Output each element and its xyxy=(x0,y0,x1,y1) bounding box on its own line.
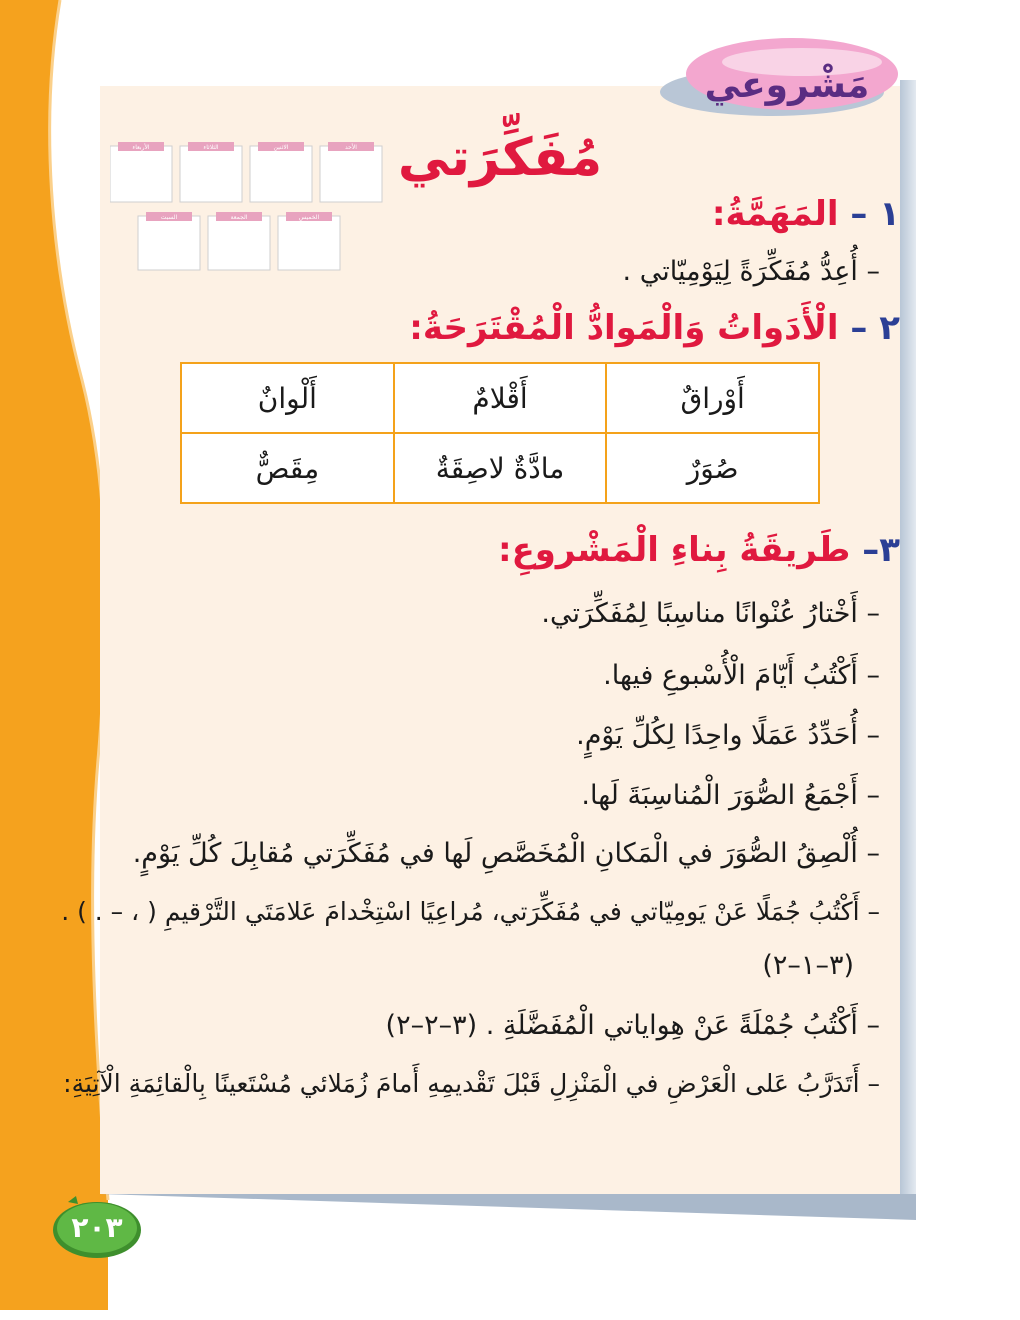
table-cell: أَقْلامٌ xyxy=(394,363,607,433)
outcome-code: (٣–١–٢) xyxy=(762,950,854,981)
section-method-number: ٣– xyxy=(862,530,900,570)
section-materials-number: ٢ – xyxy=(850,308,900,348)
note-label-6: الخميس xyxy=(298,214,320,221)
method-step: – أُلْصِقُ الصُّوَرَ في الْمَكانِ الْمُخَصَّصِ لَها في مُفَكِّرَتي مُقابِلَ كُلِّ يَوْمٍ. xyxy=(132,838,880,869)
method-step: – أَكْتُبُ جُمْلَةً عَنْ هِواياتي الْمُفَضَّلَةِ . (٣–٢–٢) xyxy=(385,1010,880,1041)
sticky-notes-illustration xyxy=(110,132,410,282)
sticky-note-icon xyxy=(208,212,270,270)
note-label-1: الثلاثاء xyxy=(203,144,219,151)
section-task-heading xyxy=(712,190,900,238)
note-label-2: الاثنين xyxy=(273,144,289,151)
table-cell: صُوَرٌ xyxy=(606,433,819,503)
note-label-5: الجمعة xyxy=(230,214,248,221)
table-cell: مادَّةٌ لاصِقَةٌ xyxy=(394,433,607,503)
note-label-4: السبت xyxy=(160,214,178,221)
method-step: – أُحَدِّدُ عَمَلًا واحِدًا لِكُلِّ يَوْمٍ. xyxy=(576,720,880,751)
section-method-heading xyxy=(498,526,900,574)
method-step: – أَخْتارُ عُنْوانًا مناسِبًا لِمُفَكِّرَتي. xyxy=(541,598,880,629)
note-label-0: الأربعاء xyxy=(132,144,150,151)
sticky-note-icon xyxy=(110,142,172,202)
note-label-3: الأحد xyxy=(345,144,357,151)
sticky-note-icon xyxy=(278,212,340,270)
page-title: مُفَكِّرَتي xyxy=(397,128,603,188)
table-cell: مِقَصٌّ xyxy=(181,433,394,503)
method-step: – أَكْتُبُ أَيّامَ الْأُسْبوعِ فيها. xyxy=(603,660,880,691)
table-row xyxy=(181,433,819,503)
method-step: – أَجْمَعُ الصُّوَرَ الْمُناسِبَةَ لَها. xyxy=(581,780,880,811)
panel-shadow-bottom xyxy=(100,1194,916,1220)
method-step: – أَكْتُبُ جُمَلًا عَنْ يَومِيّاتي في مُفَكِّرَتي، مُراعِيًا اسْتِخْدامَ عَلامَتَي التَّرْقيمِ ( ، – . ) . xyxy=(61,897,880,926)
table-cell: أَلْوانٌ xyxy=(181,363,394,433)
section-materials-heading xyxy=(409,304,900,352)
sticky-note-icon xyxy=(138,212,200,270)
section-task-title: المَهَمَّةُ: xyxy=(711,194,839,234)
task-line: – أُعِدُّ مُفَكِّرَةً لِيَوْمِيّاتي . xyxy=(622,256,880,287)
table-cell: أَوْراقٌ xyxy=(606,363,819,433)
sticky-note-icon xyxy=(180,142,242,202)
method-step: – أَتَدَرَّبُ عَلى الْعَرْضِ في الْمَنْزِلِ قَبْلَ تَقْديمِهِ أَمامَ زُمَلائي مُسْتَعينًا بِالْقائِمَةِ الْآتِيَةِ: xyxy=(63,1069,880,1098)
materials-table xyxy=(180,362,820,504)
section-task-number: ١ – xyxy=(850,194,900,234)
section-materials-title: الْأَدَواتُ وَالْمَوادُّ الْمُقْتَرَحَةُ: xyxy=(409,308,839,348)
page-number: ٢٠٣ xyxy=(71,1211,123,1244)
table-row xyxy=(181,363,819,433)
section-method-title: طَريقَةُ بِناءِ الْمَشْروعِ: xyxy=(497,530,851,570)
sticky-note-icon xyxy=(320,142,382,202)
project-tag-label: مَشْروعي xyxy=(704,65,870,106)
leaf-icon xyxy=(68,1196,78,1204)
sticky-note-icon xyxy=(250,142,312,202)
panel-shadow-right xyxy=(900,80,916,1198)
